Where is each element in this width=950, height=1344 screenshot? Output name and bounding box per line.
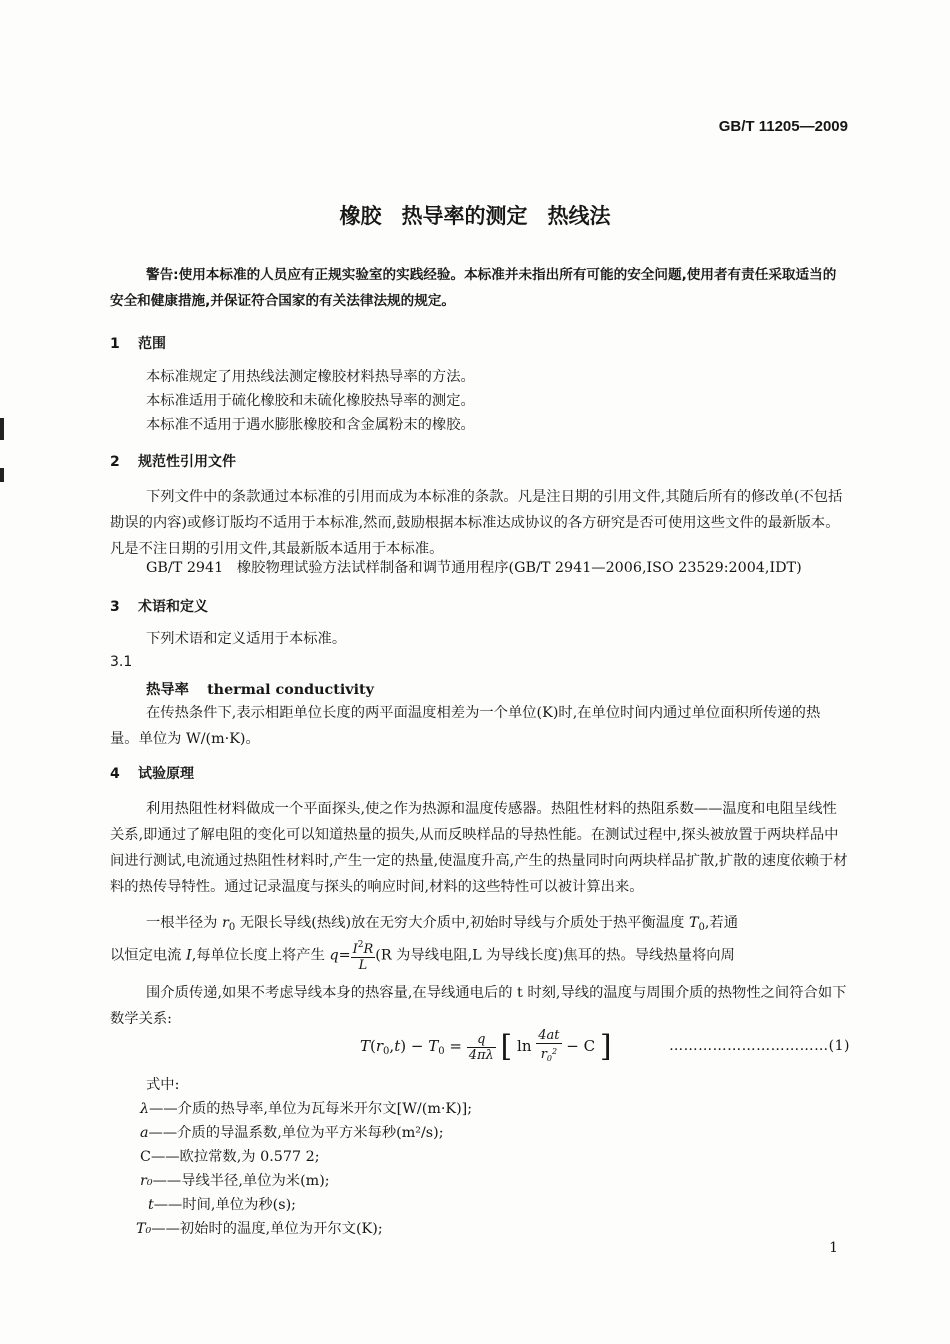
symbol-description: ——初始时的温度,单位为开尔文(K); xyxy=(151,1221,383,1237)
section-number: 3 xyxy=(110,599,120,615)
section-title: 规范性引用文件 xyxy=(138,454,236,470)
symbol-row xyxy=(140,1170,330,1190)
symbol-row xyxy=(136,1218,383,1238)
symbol-description: ——时间,单位为秒(s); xyxy=(153,1197,296,1213)
safety-warning: 警告:使用本标准的人员应有正规实验室的实践经验。本标准并未指出所有可能的安全问题,使用者有责任采取适当的安全和健康措施,并保证符合国家的有关法律法规的规定。 xyxy=(110,267,837,309)
term-definition: 在传热条件下,表示相距单位长度的两平面温度相差为一个单位(K)时,在单位时间内通过单位面积所传递的热量。单位为 W/(m·K)。 xyxy=(110,705,821,747)
section-title: 术语和定义 xyxy=(138,599,208,615)
terms-intro: 下列术语和定义适用于本标准。 xyxy=(146,631,347,647)
section-title: 试验原理 xyxy=(138,766,194,782)
text-run: 一根半径为 xyxy=(146,915,218,931)
scan-edge-mark xyxy=(0,418,4,440)
section-number: 4 xyxy=(110,766,120,782)
symbol-row xyxy=(140,1146,320,1166)
scan-edge-mark xyxy=(0,468,4,482)
reference-title: 橡胶物理试验方法试样制备和调节通用程序(GB/T 2941—2006,ISO 23529:2004,IDT) xyxy=(236,560,802,576)
scope-line-3: 本标准不适用于遇水膨胀橡胶和含金属粉末的橡胶。 xyxy=(146,417,475,433)
symbol-description: ——欧拉常数,为 0.577 2; xyxy=(150,1149,320,1165)
symbol: λ xyxy=(140,1101,150,1117)
equation-number: ……………………………(1) xyxy=(669,1038,850,1054)
symbol: a xyxy=(140,1125,149,1141)
title-part-2: 热导率的测定 xyxy=(401,204,528,228)
symbol-description: ——介质的导温系数,单位为平方米每秒(m²/s); xyxy=(148,1125,444,1141)
symbol-description: ——导线半径,单位为米(m); xyxy=(152,1173,330,1189)
symbol: T₀ xyxy=(136,1221,152,1237)
section-heading-2 xyxy=(110,451,236,471)
section-heading-4 xyxy=(110,763,194,783)
section-heading-3 xyxy=(110,596,208,616)
scope-line-1: 本标准规定了用热线法测定橡胶材料热导率的方法。 xyxy=(146,369,475,385)
symbol-description: ——介质的热导率,单位为瓦每米开尔文[W/(m·K)]; xyxy=(149,1101,473,1117)
principle-paragraph-4: 围介质传递,如果不考虑导线本身的热容量,在导线通电后的 t 时刻,导线的温度与周围介质的热物性之间符合如下数学关系: xyxy=(110,985,847,1027)
standard-number: GB/T 11205—2009 xyxy=(718,118,848,135)
clause-number: 3.1 xyxy=(110,654,133,670)
principle-line-2: 一根半径为 $r_0$ 无限长导线(热线)放在无穷大介质中,初始时导线与介质处于热平衡温度 $T_0$,若通 xyxy=(146,915,739,933)
text-run: 无限长导线(热线)放在无穷大介质中,初始时导线与介质处于热平衡温度 xyxy=(239,915,685,931)
section-number: 2 xyxy=(110,454,120,470)
term-english: thermal conductivity xyxy=(207,682,374,698)
symbol-row xyxy=(140,1122,444,1142)
text-run: 以恒定电流 xyxy=(110,947,182,964)
title-part-3: 热线法 xyxy=(547,204,611,228)
reference-entry xyxy=(146,557,802,577)
text-run: ,若通 xyxy=(704,915,739,931)
section-number: 1 xyxy=(110,336,120,352)
where-label: 式中: xyxy=(146,1077,180,1093)
title-part-1: 橡胶 xyxy=(339,204,382,228)
reference-code: GB/T 2941 xyxy=(146,560,224,576)
text-run: ,每单位长度上将产生 xyxy=(191,947,325,964)
term-entry xyxy=(146,679,374,699)
symbol: r₀ xyxy=(140,1173,153,1189)
scope-line-2: 本标准适用于硫化橡胶和未硫化橡胶热导率的测定。 xyxy=(146,393,475,409)
symbol: t xyxy=(148,1197,154,1213)
refs-paragraph: 下列文件中的条款通过本标准的引用而成为本标准的条款。凡是注日期的引用文件,其随后所有的修改单(不包括勘误的内容)或修订版均不适用于本标准,然而,鼓励根据本标准达成协议的各方研究是否可使用这些文件的最新版本。凡是不注日期的引用文件,其最新版本适用于本标准。 xyxy=(110,489,843,557)
symbol-row xyxy=(140,1098,472,1118)
principle-paragraph-1: 利用热阻性材料做成一个平面探头,使之作为热源和温度传感器。热阻性材料的热阻系数——温度和电阻呈线性关系,即通过了解电阻的变化可以知道热量的损失,从而反映样品的导热性能。在测试过程中,探头被放置于两块样品中间进行测试,电流通过热阻性材料时,产生一定的热量,使温度升高,产生的热量同时向两块样品扩散,扩散的速度依赖于材料的热传导特性。通过记录温度与探头的响应时间,材料的这些特性可以被计算出来。 xyxy=(110,801,848,895)
term-chinese: 热导率 xyxy=(146,682,189,698)
text-run: (R 为导线电阻,L 为导线长度)焦耳的热。导线热量将向周 xyxy=(375,947,735,964)
section-heading-1 xyxy=(110,333,166,353)
equation-1: $T(r_0,t) - T_0$ = $\frac{q}{4\pi\lambda}$ [ ln $\frac{4at}{r_0^2}$ − C ] xyxy=(360,1028,612,1064)
symbol-row xyxy=(148,1194,296,1214)
joule-fraction: $\frac{I^2R}{L}$ xyxy=(352,940,374,973)
page-title xyxy=(0,200,950,230)
page-number: 1 xyxy=(829,1240,838,1256)
symbol: C xyxy=(140,1149,151,1165)
principle-line-3: 以恒定电流 I,每单位长度上将产生 q= $\frac{I^2R}{L}$ (R 为导线电阻,L 为导线长度)焦耳的热。导线热量将向周 xyxy=(110,940,735,973)
section-title: 范围 xyxy=(138,336,166,352)
